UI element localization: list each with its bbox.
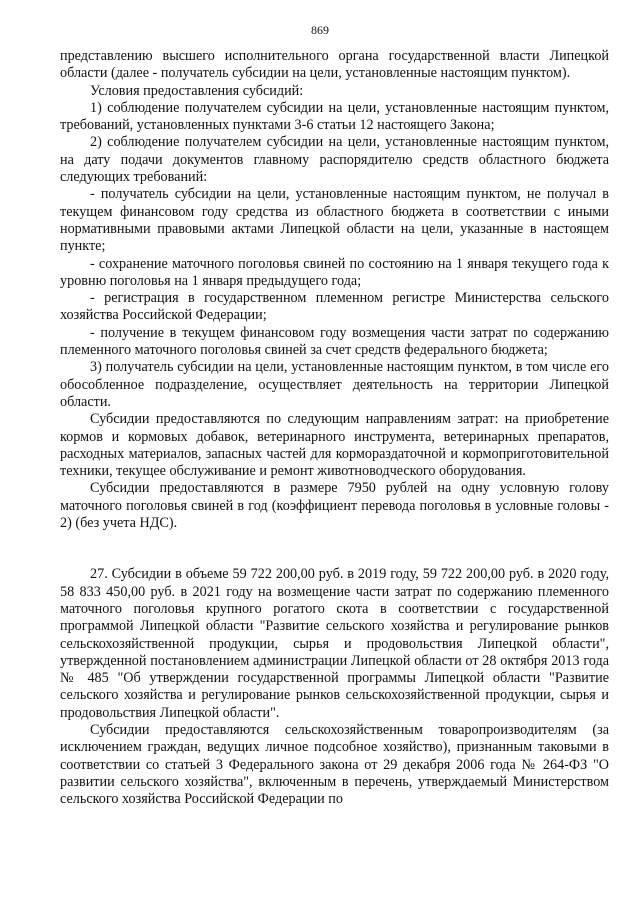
paragraph-requirement-2: - сохранение маточного поголовья свиней по состоянию на 1 января текущего года к уровню поголовья на 1 января предыдущего года; (60, 255, 609, 289)
paragraph-requirement-1: - получатель субсидии на цели, установленные настоящим пунктом, не получал в текущем финансовом году средства из областного бюджета в соответствии с иными нормативными правовыми актами Липецкой области на цели, указанные в настоящем пункте; (60, 186, 609, 255)
paragraph-condition-1: 1) соблюдение получателем субсидии на цели, установленные настоящим пунктом, требований, установленных пунктами 3-6 статьи 12 настоящего Закона; (60, 99, 609, 134)
paragraph-requirement-3: - регистрация в государственном племенном регистре Министерства сельского хозяйства Российской Федерации; (60, 290, 609, 324)
paragraph-item-27: 27. Субсидии в объеме 59 722 200,00 руб. в 2019 году, 59 722 200,00 руб. в 2020 году, 58 833 450,00 руб. в 2021 году на возмещение части затрат по содержанию племенного маточного поголовья крупного рогатого скота в соответствии с государственной программой Липецкой области "Развитие сельского хозяйства и регулирование рынков сельскохозяйственной продукции, сырья и продовольствия Липецкой области", утвержденной постановлением администрации Липецкой области от 28 октября 2013 года № 485 "Об утверждении государственной программы Липецкой области "Развитие сельского хозяйства и регулирование рынков сельскохозяйственной продукции, сырья и продовольствия Липецкой области". (60, 566, 609, 721)
paragraph-subsidy-amount: Субсидии предоставляются в размере 7950 рублей на одну условную голову маточного поголовья свиней в год (коэффициент перевода поголовья в условные головы - 2) (без учета НДС). (60, 480, 609, 532)
section-gap (60, 532, 609, 566)
page-number: 869 (311, 23, 329, 37)
paragraph-requirement-4: - получение в текущем финансовом году возмещения части затрат по содержанию племенного маточного поголовья свиней за счет средств федерального бюджета; (60, 324, 609, 359)
paragraph-recipients: Субсидии предоставляются сельскохозяйственным товаропроизводителям (за исключением граждан, ведущих личное подсобное хозяйство), признанным таковыми в соответствии со статьей 3 Федерального закона от 29 декабря 2006 года № 264-ФЗ "О развитии сельского хозяйства", включенным в перечень, утверждаемый Министерством сельского хозяйства Российской Федерации по (60, 721, 609, 808)
paragraph-condition-2: 2) соблюдение получателем субсидии на цели, установленные настоящим пунктом, на дату подачи документов главному распорядителю средств областного бюджета следующих требований: (60, 134, 609, 186)
paragraph-condition-3: 3) получатель субсидии на цели, установленные настоящим пунктом, в том числе его обособленное подразделение, осуществляет деятельность на территории Липецкой области. (60, 359, 609, 410)
paragraph-continuation: представлению высшего исполнительного органа государственной власти Липецкой области (далее - получатель субсидии на цели, установленные настоящим пунктом). (60, 48, 609, 82)
paragraph-conditions-heading: Условия предоставления субсидий: (90, 82, 304, 99)
document-body (60, 48, 609, 808)
paragraph-expense-directions: Субсидии предоставляются по следующим направлениям затрат: на приобретение кормов и кормовых добавок, ветеринарного инструмента, ветеринарных препаратов, расходных материалов, запасных частей для кормораздаточной и кормоприготовительной техники, текущее обслуживание и ремонт животноводческого оборудования. (60, 411, 609, 480)
